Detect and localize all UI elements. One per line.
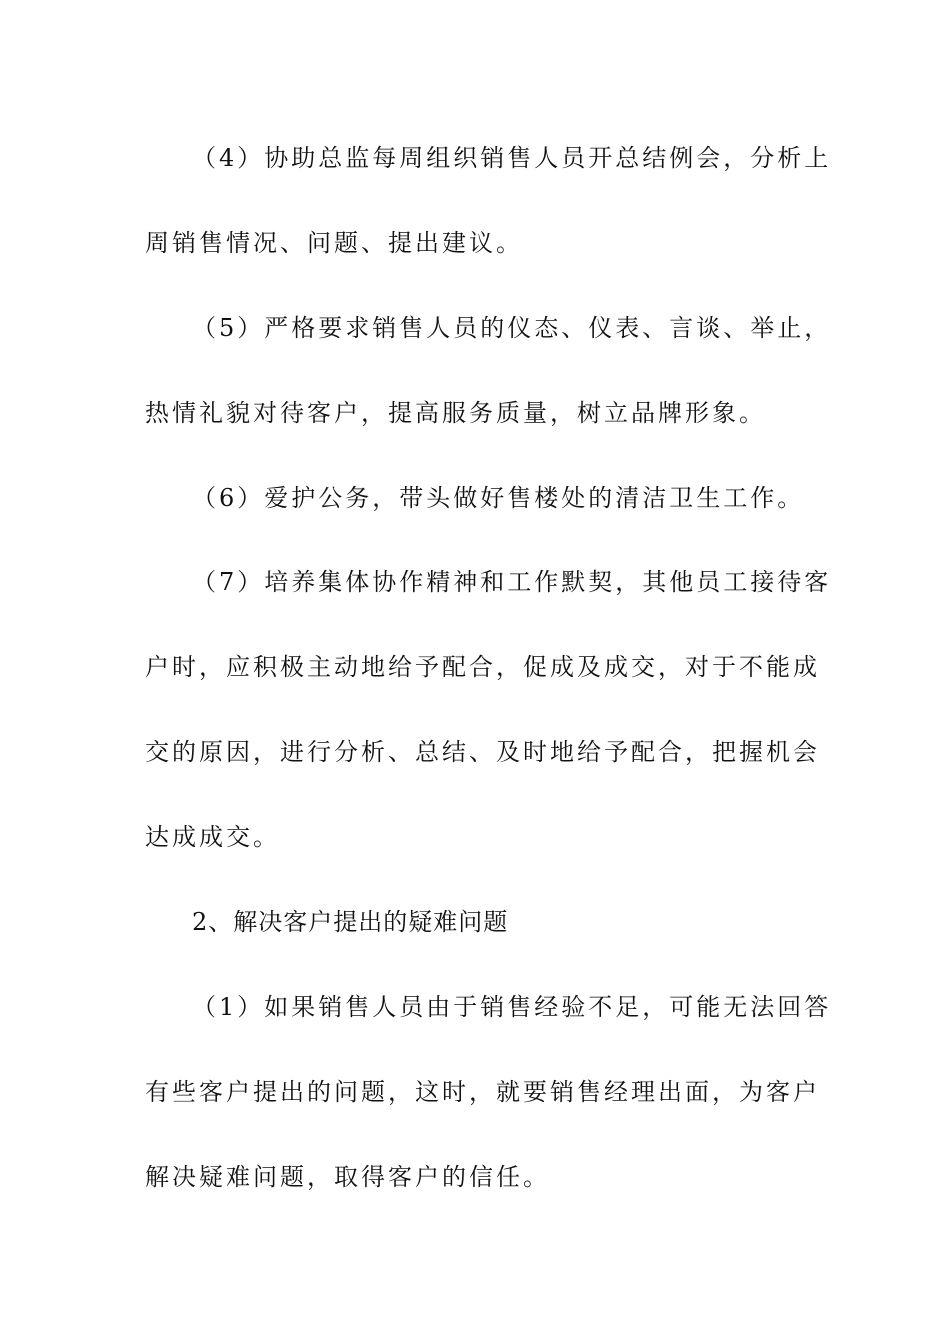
paragraph-4-line-2: 周销售情况、问题、提出建议。 bbox=[145, 229, 523, 257]
paragraph-5-line-1: （5）严格要求销售人员的仪态、仪表、言谈、举止， bbox=[192, 314, 832, 342]
paragraph-6-line-1: （6）爱护公务，带头做好售楼处的清洁卫生工作。 bbox=[192, 484, 805, 512]
paragraph-7-line-1: （7）培养集体协作精神和工作默契，其他员工接待客 bbox=[192, 568, 832, 596]
paragraph-1-line-2: 有些客户提出的问题，这时，就要销售经理出面，为客户 bbox=[145, 1078, 820, 1106]
paragraph-4-line-1: （4）协助总监每周组织销售人员开总结例会，分析上 bbox=[192, 144, 832, 172]
section-heading: 2、解决客户提出的疑难问题 bbox=[192, 908, 509, 936]
paragraph-1-line-1: （1）如果销售人员由于销售经验不足，可能无法回答 bbox=[192, 993, 832, 1021]
paragraph-7-line-2: 户时，应积极主动地给予配合，促成及成交，对于不能成 bbox=[145, 653, 820, 681]
paragraph-1-line-3: 解决疑难问题，取得客户的信任。 bbox=[145, 1163, 550, 1191]
paragraph-7-line-3: 交的原因，进行分析、总结、及时地给予配合，把握机会 bbox=[145, 738, 820, 766]
paragraph-7-line-4: 达成成交。 bbox=[145, 823, 280, 851]
paragraph-5-line-2: 热情礼貌对待客户，提高服务质量，树立品牌形象。 bbox=[145, 399, 766, 427]
